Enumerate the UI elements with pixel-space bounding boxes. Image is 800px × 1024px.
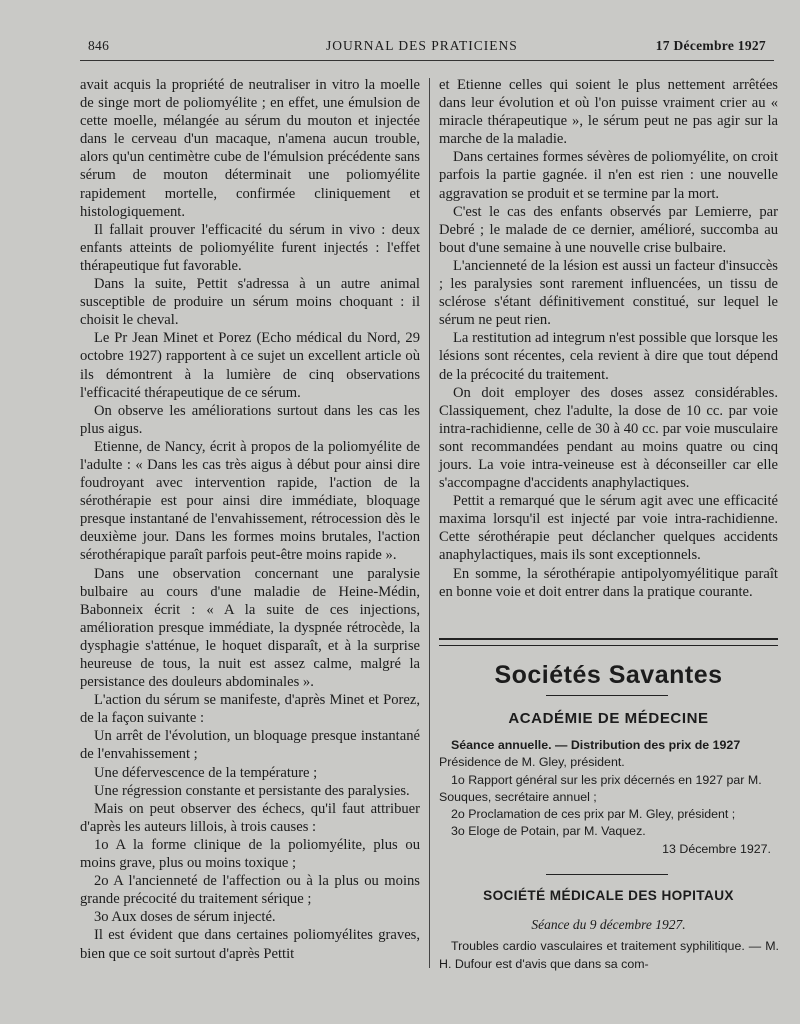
column-divider [429, 78, 430, 968]
paragraph: C'est le cas des enfants observés par Lemierre, par Debré ; le malade de ce dernier, amélioré, succomba au bout d'une semaine à une nouvelle crise bulbaire. [439, 203, 778, 256]
paragraph: Il est évident que dans certaines poliomyélites graves, bien que ce soit surtout d'après Pettit [80, 927, 420, 962]
right-column [439, 76, 778, 601]
journal-title: JOURNAL DES PRATICIENS [326, 38, 518, 53]
academie-heading: ACADÉMIE DE MÉDECINE [508, 710, 709, 727]
paragraph: Mais on peut observer des échecs, qu'il faut attribuer d'après les auteurs lillois, à trois causes : [80, 800, 420, 835]
paragraph: On observe les améliorations surtout dans les cas les plus aigus. [80, 402, 420, 437]
hopitaux-heading: SOCIÉTÉ MÉDICALE DES HOPITAUX [483, 888, 734, 903]
header-rule [80, 60, 774, 61]
paragraph: La restitution ad integrum n'est possible que lorsque les lésions sont récentes, cela revient à dire que tout dépend de la précocité du traitement. [439, 330, 778, 383]
paragraph: 1o A la forme clinique de la poliomyélite, plus ou moins grave, plus ou moins toxique ; [80, 836, 420, 872]
paragraph: Le Pr Jean Minet et Porez (Echo médical du Nord, 29 octobre 1927) rapportent à ce sujet un excellent article où ils démontrent à la lumière de cinq observations l'efficacité thérapeutique de ce sérum. [80, 330, 420, 401]
section-title: Sociétés Savantes [494, 661, 723, 689]
seance-line: Présidence de M. Gley, président. [439, 755, 625, 770]
paragraph: L'ancienneté de la lésion est aussi un facteur d'insuccès ; les paralysies sont rarement influencées, un tissu de sclérose s'étant définitivement constitué, sur lequel le sérum ne peut rien. [439, 257, 778, 329]
paragraph: Dans certaines formes sévères de poliomyélite, on croit parfois la partie gagnée. il n'en est rien : une nouvelle aggravation se produit et se termine par la mort. [439, 149, 778, 202]
seance-line: 3o Eloge de Potain, par M. Vaquez. [451, 824, 646, 839]
running-header [88, 38, 766, 58]
paragraph: Une régression constante et persistante des paralysies. [94, 782, 410, 799]
hopitaux-seance-date: Séance du 9 décembre 1927. [531, 917, 686, 932]
paragraph: 3o Aux doses de sérum injecté. [94, 909, 276, 926]
paragraph: L'action du sérum se manifeste, d'après Minet et Porez, de la façon suivante : [80, 692, 420, 727]
seance-line: 2o Proclamation de ces prix par M. Gley, président ; [451, 807, 736, 822]
paragraph: Un arrêt de l'évolution, un bloquage presque instantané de l'envahissement ; [80, 728, 420, 763]
title-underline [546, 695, 668, 696]
paragraph: 2o A l'ancienneté de l'affection ou à la plus ou moins grande précocité du traitement sérique ; [80, 873, 420, 908]
paragraph: Il fallait prouver l'efficacité du sérum in vivo : deux enfants atteints de poliomyélite furent injectés : l'effet thérapeutique fut favorable. [80, 221, 420, 274]
seance-date: 13 Décembre 1927. [662, 841, 771, 856]
seance-line: 1o Rapport général sur les prix décernés en 1927 par M. Souques, secrétaire annuel ; [439, 772, 762, 804]
hopitaux-text [439, 938, 779, 973]
academie-seance [439, 737, 779, 858]
paragraph: Dans une observation concernant une paralysie bulbaire au cours d'une maladie de Heine-Médin, Babonneix écrit : « A la suite de ces injections, amélioration presque immédiate, la dyspnée rétrocède, la dysphagie s'atténue, le hoquet disparaît, et à la surprise heureuse de tous, la nuit est assez calme, malgré la persistance des douleurs abdominales ». [80, 565, 420, 691]
paragraph: Etienne, de Nancy, écrit à propos de la poliomyélite de l'adulte : « Dans les cas très aigus à début pour ainsi dire foudroyant avec intervention rapide, l'action de la sérothérapie est pour ainsi dire immédiate, bloquage presque instantané de l'envahissement, rétrocession dès le deuxième jour. Dans les formes moins brutales, l'action sérothérapique paraît parfois peut-être moins rapide ». [80, 438, 420, 564]
page-number: 846 [88, 38, 110, 53]
section-separator [546, 874, 668, 875]
paragraph: Une défervescence de la température ; [94, 764, 318, 781]
paragraph: Pettit a remarqué que le sérum agit avec une efficacité maxima lorsqu'il est injecté par voie intra-rachidienne. Cette sérothérapie peut déclancher quelques accidents anaphylactiques, mais ils sont exceptionnels. [439, 493, 778, 564]
issue-date: 17 Décembre 1927 [655, 38, 766, 53]
paragraph: On doit employer des doses assez considérables. Classiquement, chez l'adulte, la dose de 10 cc. par voie intra-rachidienne, celle de 30 à 40 cc. par voie musculaire sont recommandées pendant au moins quatre ou cinq jours. La voie intra-veineuse est à déconseiller car elle s'accompagne d'accidents anaphylactiques. [439, 384, 778, 492]
paragraph: Troubles cardio vasculaires et traitement syphilitique. — M. H. Dufour est d'avis que dans sa com- [439, 939, 779, 971]
section-double-rule [439, 638, 778, 646]
paragraph: En somme, la sérothérapie antipolyomyélitique paraît en bonne voie et doit entrer dans la pratique courante. [439, 565, 778, 600]
paragraph: avait acquis la propriété de neutraliser in vitro la moelle de singe mort de poliomyélite ; en effet, une émulsion de cette moelle, mélangée au sérum du mouton et injectée dans le cerveau d'un macaque, n'amena aucun trouble, alors qu'un centimètre cube de l'émulsion précédente sans sérum de mouton déterminait une poliomyélite rapidement mortelle, confirmée cliniquement et histologiquement. [80, 77, 420, 220]
paragraph: et Etienne celles qui soient le plus nettement arrêtées dans leur évolution et où l'on puisse vraiment crier au « miracle thérapeutique », le sérum peut ne pas agir sur la marche de la maladie. [439, 77, 778, 148]
left-column [80, 76, 420, 963]
seance-heading: Séance annuelle. — Distribution des prix de 1927 [451, 738, 741, 752]
paragraph: Dans la suite, Pettit s'adressa à un autre animal susceptible de produire un sérum moins choquant : il choisit le cheval. [80, 276, 420, 329]
